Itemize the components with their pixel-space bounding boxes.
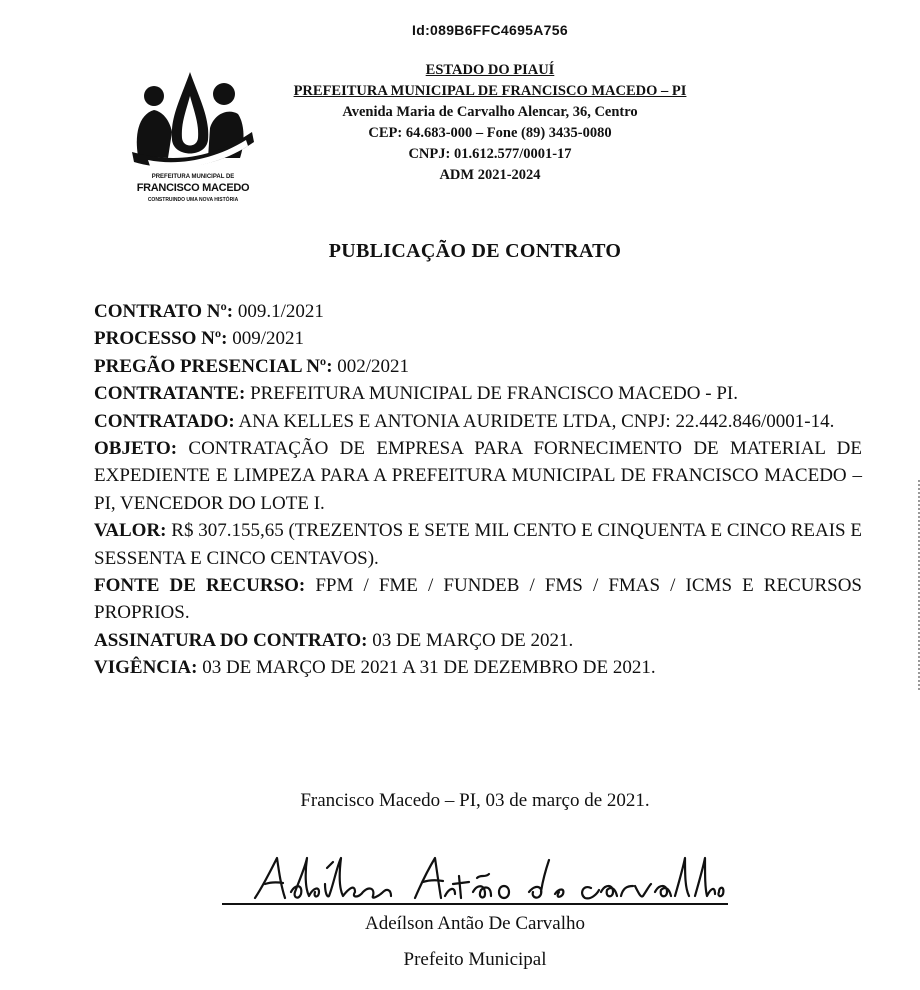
field-label: OBJETO: <box>94 438 178 460</box>
field-value: 03 DE MARÇO DE 2021. <box>367 629 574 651</box>
closing-place-date: Francisco Macedo – PI, 03 de março de 2021. <box>300 790 650 811</box>
field-label: PREGÃO PRESENCIAL Nº: <box>94 355 333 377</box>
header-prefeitura: PREFEITURA MUNICIPAL DE FRANCISCO MACEDO – PI <box>293 83 687 99</box>
document-id: Id:089B6FFC4695A756 <box>412 22 568 38</box>
header-adm: ADM 2021-2024 <box>439 167 541 183</box>
field-contrato <box>94 298 862 325</box>
logo-small-text: PREFEITURA MUNICIPAL DE <box>151 174 235 180</box>
field-label: ASSINATURA DO CONTRATO: <box>94 629 368 651</box>
document-title: PUBLICAÇÃO DE CONTRATO <box>328 240 622 262</box>
signer-name: Adeílson Antão De Carvalho <box>364 913 586 934</box>
field-contratante <box>94 380 862 407</box>
field-valor <box>94 517 862 572</box>
header-address: Avenida Maria de Carvalho Alencar, 36, Centro <box>342 104 638 120</box>
field-value: R$ 307.155,65 (TREZENTOS E SETE MIL CENTO E CINQUENTA E CINCO REAIS E SESSENTA E CINCO CENTAVOS). <box>94 520 862 569</box>
field-label: CONTRATANTE: <box>94 383 246 405</box>
page-edge-marks <box>915 480 920 690</box>
field-label: CONTRATADO: <box>94 410 235 432</box>
header-state: ESTADO DO PIAUÍ <box>425 62 555 78</box>
field-value: PREFEITURA MUNICIPAL DE FRANCISCO MACEDO - PI. <box>245 383 738 405</box>
field-label: VIGÊNCIA: <box>94 657 198 679</box>
field-processo <box>94 325 862 352</box>
field-contratado <box>94 408 862 435</box>
field-value: FPM / FME / FUNDEB / FMS / FMAS / ICMS E RECURSOS PROPRIOS. <box>94 575 862 624</box>
handwritten-signature <box>245 848 725 908</box>
field-value: 03 DE MARÇO DE 2021 A 31 DE DEZEMBRO DE 2021. <box>197 657 656 679</box>
field-label: PROCESSO Nº: <box>94 328 228 350</box>
logo-slogan: CONSTRUINDO UMA NOVA HISTÓRIA <box>147 197 239 203</box>
field-value: 002/2021 <box>332 355 410 377</box>
signature-line <box>222 903 728 905</box>
field-objeto <box>94 435 862 517</box>
field-vigencia <box>94 654 862 681</box>
field-pregao <box>94 353 862 380</box>
field-fonte-recurso <box>94 572 862 627</box>
field-assinatura <box>94 627 862 654</box>
field-value: ANA KELLES E ANTONIA AURIDETE LTDA, CNPJ: 22.442.846/0001-14. <box>234 410 835 432</box>
field-label: CONTRATO Nº: <box>94 301 234 322</box>
document-header <box>230 60 750 186</box>
logo-main-text: FRANCISCO MACEDO <box>136 182 250 194</box>
field-value: 009/2021 <box>227 328 305 350</box>
field-value: CONTRATAÇÃO DE EMPRESA PARA FORNECIMENTO DE MATERIAL DE EXPEDIENTE E LIMPEZA PARA A PREFEITURA MUNICIPAL DE FRANCISCO MACEDO – PI, VENCEDOR DO LOTE I. <box>94 438 862 514</box>
signer-role: Prefeito Municipal <box>403 949 547 970</box>
field-label: FONTE DE RECURSO: <box>94 575 306 597</box>
contract-details <box>94 298 862 682</box>
header-cnpj: CNPJ: 01.612.577/0001-17 <box>408 146 572 162</box>
header-cep-phone: CEP: 64.683-000 – Fone (89) 3435-0080 <box>368 125 612 141</box>
field-label: VALOR: <box>94 520 167 542</box>
field-value: 009.1/2021 <box>233 301 324 322</box>
